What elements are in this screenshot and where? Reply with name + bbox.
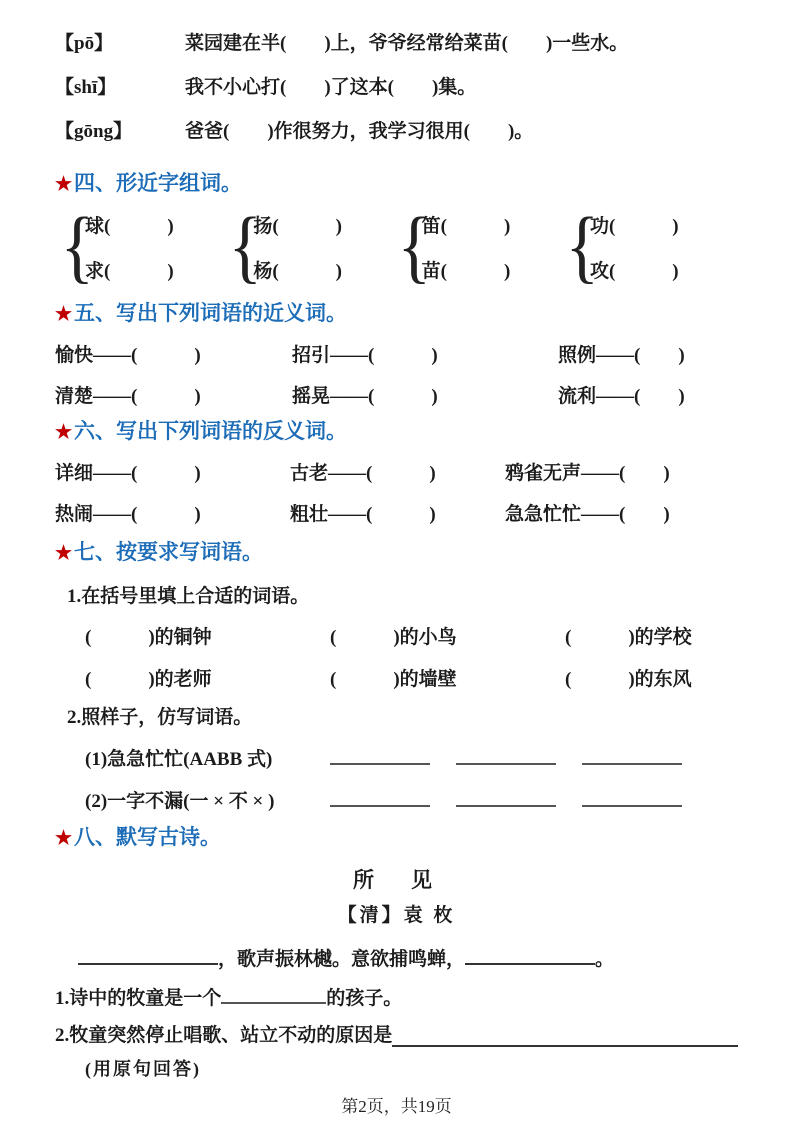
antonym-item: 急急忙忙——( ) xyxy=(505,504,670,525)
answer-blank xyxy=(465,944,595,965)
question-text: 1.诗中的牧童是一个 xyxy=(55,988,222,1009)
subtask-1-label: 1.在括号里填上合适的词语。 xyxy=(67,586,310,607)
fill-phrase-row xyxy=(85,666,738,694)
answer-blank xyxy=(78,944,218,965)
star-icon: ★ xyxy=(55,422,73,443)
star-icon: ★ xyxy=(55,828,73,849)
antonym-item: 粗壮——( ) xyxy=(290,504,436,525)
pinyin-row xyxy=(55,30,738,58)
synonym-item: 清楚——( ) xyxy=(55,386,201,407)
synonym-item: 摇晃——( ) xyxy=(292,386,438,407)
example-label: (1)急急忙忙(AABB 式) xyxy=(85,749,273,770)
poem-author: 【清】袁 枚 xyxy=(337,905,456,926)
answer-blank xyxy=(582,786,682,807)
section-title: 八、默写古诗。 xyxy=(74,825,222,849)
question-text: 的孩子。 xyxy=(326,988,403,1009)
section-title: 七、按要求写词语。 xyxy=(74,540,264,564)
brace-group xyxy=(59,200,227,291)
fill-phrase: ( )的墙壁 xyxy=(330,669,457,690)
synonym-item: 愉快——( ) xyxy=(55,345,201,366)
antonym-row xyxy=(55,460,738,488)
word-blank: 攻( ) xyxy=(589,261,679,282)
answer-blank xyxy=(392,1026,738,1047)
pinyin-label: 【shī】 xyxy=(55,77,117,98)
star-icon: ★ xyxy=(55,304,73,325)
section-heading-4 xyxy=(55,168,738,200)
word-blank: 笛( ) xyxy=(421,216,511,237)
answer-blank xyxy=(456,744,556,765)
brace-group xyxy=(396,200,564,291)
pinyin-label: 【gōng】 xyxy=(55,121,133,142)
section-title: 四、形近字组词。 xyxy=(74,171,243,195)
pinyin-sentence: 爸爸( )作很努力，我学习很用( )。 xyxy=(185,121,534,142)
answer-hint: (用原句回答) xyxy=(85,1059,201,1079)
fill-phrase: ( )的东风 xyxy=(565,669,692,690)
question-text: 2.牧童突然停止唱歌、站立不动的原因是 xyxy=(55,1025,393,1046)
answer-blank xyxy=(456,786,556,807)
example-label: (2)一字不漏(一 × 不 × ) xyxy=(85,791,275,812)
section-heading-6 xyxy=(55,416,738,448)
antonym-row xyxy=(55,501,738,529)
imitate-word-row xyxy=(85,744,738,775)
synonym-row xyxy=(55,383,738,411)
near-character-groups xyxy=(55,200,738,291)
pinyin-sentence: 菜园建在半( )上，爷爷经常给菜苗( )一些水。 xyxy=(185,33,629,54)
pinyin-row xyxy=(55,74,738,102)
word-blank: 苗( ) xyxy=(421,261,511,282)
antonym-item: 鸦雀无声——( ) xyxy=(505,463,670,484)
word-blank: 求( ) xyxy=(85,261,174,282)
brace-group xyxy=(227,200,395,291)
synonym-item: 照例——( ) xyxy=(558,345,685,366)
pinyin-label: 【pō】 xyxy=(55,33,114,54)
fill-phrase: ( )的小鸟 xyxy=(330,627,457,648)
word-blank: 球( ) xyxy=(85,216,174,237)
left-brace-glyph: { xyxy=(60,200,94,291)
imitate-word-row xyxy=(85,786,738,817)
page-number: 第2页，共19页 xyxy=(341,1097,452,1116)
antonym-item: 详细——( ) xyxy=(55,463,201,484)
section-heading-5 xyxy=(55,298,738,330)
answer-blank xyxy=(221,983,326,1004)
star-icon: ★ xyxy=(55,174,73,195)
word-blank: 功( ) xyxy=(589,216,679,237)
antonym-item: 古老——( ) xyxy=(290,463,436,484)
fill-phrase: ( )的铜钟 xyxy=(85,627,212,648)
answer-blank xyxy=(582,744,682,765)
brace-group xyxy=(564,200,732,291)
section-title: 六、写出下列词语的反义词。 xyxy=(74,419,348,443)
word-blank: 扬( ) xyxy=(253,216,342,237)
poem-text: ，歌声振林樾。意欲捕鸣蝉， xyxy=(218,949,466,970)
synonym-item: 招引——( ) xyxy=(292,345,438,366)
poem-text-end: 。 xyxy=(595,949,615,970)
section-heading-8 xyxy=(55,822,738,854)
pinyin-row xyxy=(55,118,738,146)
section-title: 五、写出下列词语的近义词。 xyxy=(74,301,348,325)
synonym-item: 流利——( ) xyxy=(558,386,685,407)
fill-phrase: ( )的老师 xyxy=(85,669,212,690)
answer-blank xyxy=(330,786,430,807)
star-icon: ★ xyxy=(55,543,73,564)
antonym-item: 热闹——( ) xyxy=(55,504,201,525)
question-1 xyxy=(55,983,738,1014)
poem-title: 所 见 xyxy=(353,868,440,892)
fill-phrase-row xyxy=(85,624,738,652)
left-brace-glyph: { xyxy=(228,200,263,291)
answer-blank xyxy=(330,744,430,765)
synonym-row xyxy=(55,342,738,370)
question-2 xyxy=(55,1021,738,1051)
section-heading-7 xyxy=(55,537,738,569)
word-blank: 杨( ) xyxy=(253,261,342,282)
poem-recite-line xyxy=(78,944,738,975)
pinyin-sentence: 我不小心打( )了这本( )集。 xyxy=(185,77,477,98)
left-brace-glyph: { xyxy=(397,200,431,291)
left-brace-glyph: { xyxy=(565,200,599,291)
fill-phrase: ( )的学校 xyxy=(565,627,692,648)
subtask-2-label: 2.照样子，仿写词语。 xyxy=(67,707,253,728)
